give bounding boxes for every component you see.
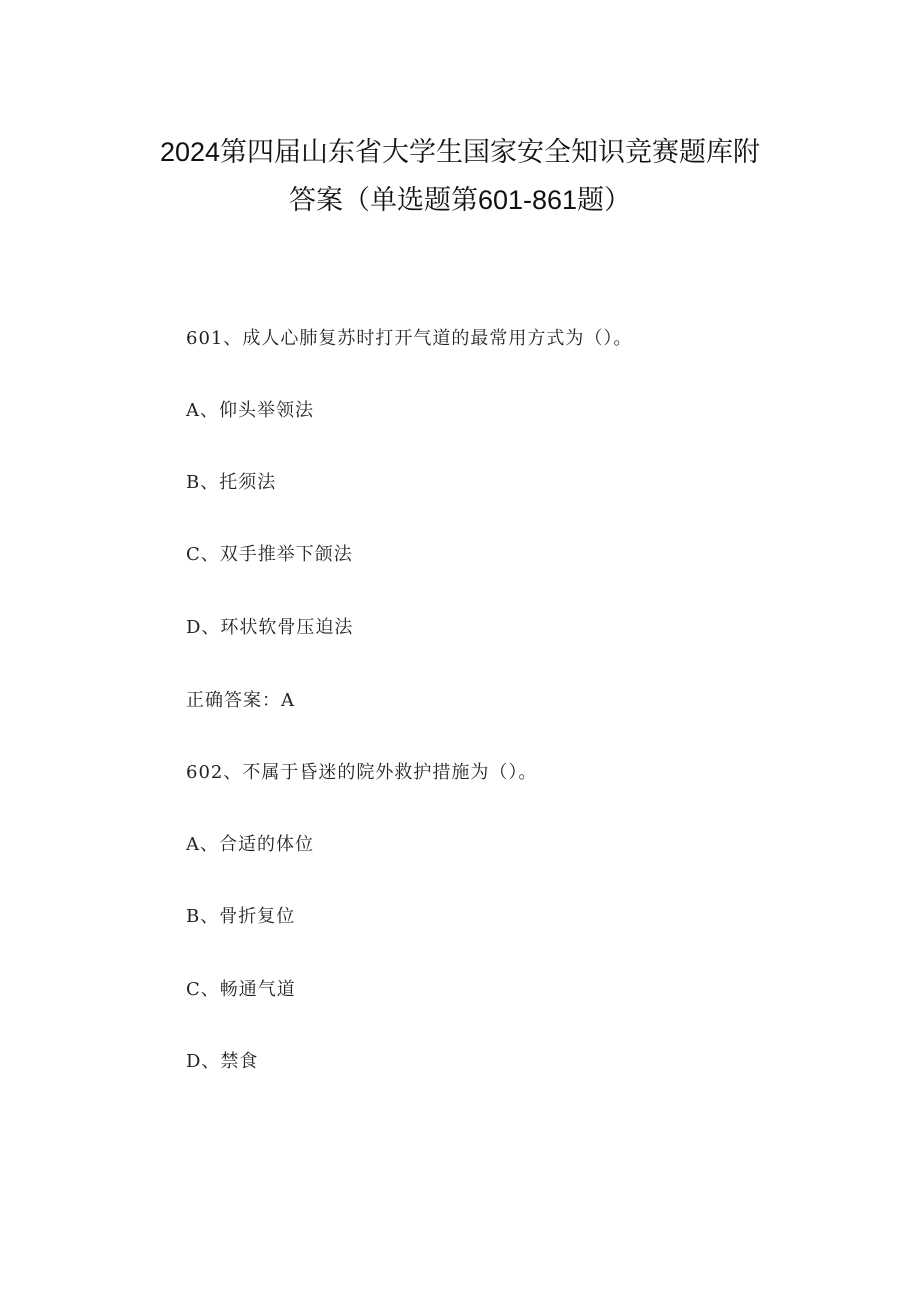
question-602-option-d: D、禁食	[186, 1051, 259, 1072]
document-title	[0, 128, 920, 224]
title-line-2: 答案（单选题第601-861题）	[288, 185, 632, 215]
question-601-answer: 正确答案：A	[186, 690, 295, 711]
question-601-option-b: B、托须法	[186, 472, 277, 493]
question-602-stem: 602、不属于昏迷的院外救护措施为（）。	[186, 762, 538, 783]
question-602-option-b: B、骨折复位	[186, 906, 296, 927]
question-601-stem: 601、成人心肺复苏时打开气道的最常用方式为（）。	[186, 328, 633, 349]
question-601-option-c: C、双手推举下颌法	[186, 544, 353, 565]
title-line-1: 2024第四届山东省大学生国家安全知识竞赛题库附	[159, 137, 761, 167]
question-601-option-d: D、环状软骨压迫法	[186, 617, 354, 638]
question-602-option-a: A、合适的体位	[186, 834, 314, 855]
question-602-option-c: C、畅通气道	[186, 979, 296, 1000]
question-601-option-a: A、仰头举领法	[186, 400, 314, 421]
